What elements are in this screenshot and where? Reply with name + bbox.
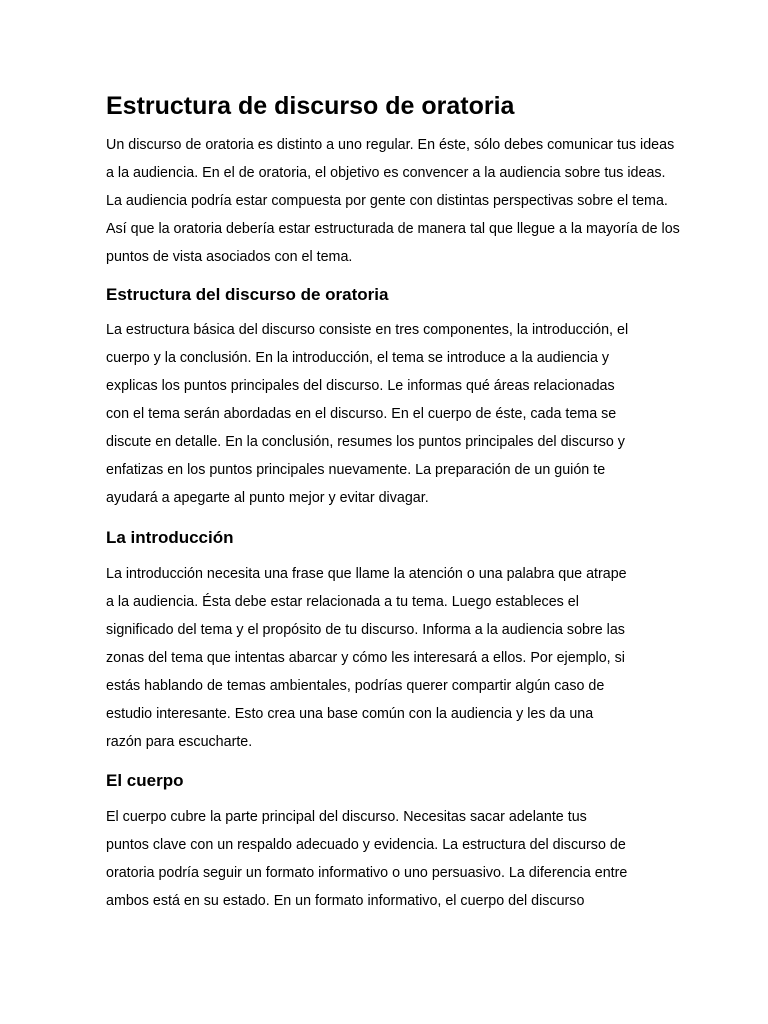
paragraph-line: con el tema serán abordadas en el discurso. En el cuerpo de éste, cada tema se bbox=[106, 406, 617, 422]
estructura-paragraph bbox=[106, 316, 666, 512]
paragraph-line: explicas los puntos principales del discurso. Le informas qué áreas relacionadas bbox=[106, 378, 615, 394]
paragraph-line: La estructura básica del discurso consiste en tres componentes, la introducción, el bbox=[106, 322, 629, 338]
paragraph-line: ambos está en su estado. En un formato informativo, el cuerpo del discurso bbox=[106, 893, 585, 909]
paragraph-line: a la audiencia. En el de oratoria, el objetivo es convencer a la audiencia sobre tus ideas. bbox=[106, 165, 666, 181]
paragraph-line: estudio interesante. Esto crea una base común con la audiencia y les da una bbox=[106, 706, 594, 722]
section-heading-introduccion: La introducción bbox=[106, 528, 234, 547]
paragraph-line: a la audiencia. Ésta debe estar relacionada a tu tema. Luego estableces el bbox=[106, 594, 579, 610]
paragraph-line: cuerpo y la conclusión. En la introducción, el tema se introduce a la audiencia y bbox=[106, 350, 610, 366]
paragraph-line: Un discurso de oratoria es distinto a uno regular. En éste, sólo debes comunicar tus ideas bbox=[106, 137, 675, 153]
paragraph-line: oratoria podría seguir un formato informativo o uno persuasivo. La diferencia entre bbox=[106, 865, 628, 881]
page-title: Estructura de discurso de oratoria bbox=[106, 92, 515, 120]
paragraph-line: significado del tema y el propósito de tu discurso. Informa a la audiencia sobre las bbox=[106, 622, 625, 638]
paragraph-line: zonas del tema que intentas abarcar y cómo les interesará a ellos. Por ejemplo, si bbox=[106, 650, 625, 666]
introduccion-paragraph bbox=[106, 560, 666, 756]
section-heading-estructura: Estructura del discurso de oratoria bbox=[106, 285, 389, 304]
paragraph-line: puntos de vista asociados con el tema. bbox=[106, 249, 353, 265]
paragraph-line: El cuerpo cubre la parte principal del discurso. Necesitas sacar adelante tus bbox=[106, 809, 587, 825]
cuerpo-paragraph bbox=[106, 803, 666, 915]
intro-paragraph bbox=[106, 131, 680, 271]
paragraph-line: estás hablando de temas ambientales, podrías querer compartir algún caso de bbox=[106, 678, 605, 694]
paragraph-line: discute en detalle. En la conclusión, resumes los puntos principales del discurso y bbox=[106, 434, 625, 450]
paragraph-line: Así que la oratoria debería estar estructurada de manera tal que llegue a la mayoría de los bbox=[106, 221, 680, 237]
paragraph-line: razón para escucharte. bbox=[106, 734, 253, 750]
paragraph-line: puntos clave con un respaldo adecuado y evidencia. La estructura del discurso de bbox=[106, 837, 626, 853]
paragraph-line: La introducción necesita una frase que llame la atención o una palabra que atrape bbox=[106, 566, 627, 582]
paragraph-line: ayudará a apegarte al punto mejor y evitar divagar. bbox=[106, 490, 429, 506]
section-heading-cuerpo: El cuerpo bbox=[106, 771, 184, 790]
paragraph-line: enfatizas en los puntos principales nuevamente. La preparación de un guión te bbox=[106, 462, 606, 478]
paragraph-line: La audiencia podría estar compuesta por gente con distintas perspectivas sobre el tema. bbox=[106, 193, 668, 209]
